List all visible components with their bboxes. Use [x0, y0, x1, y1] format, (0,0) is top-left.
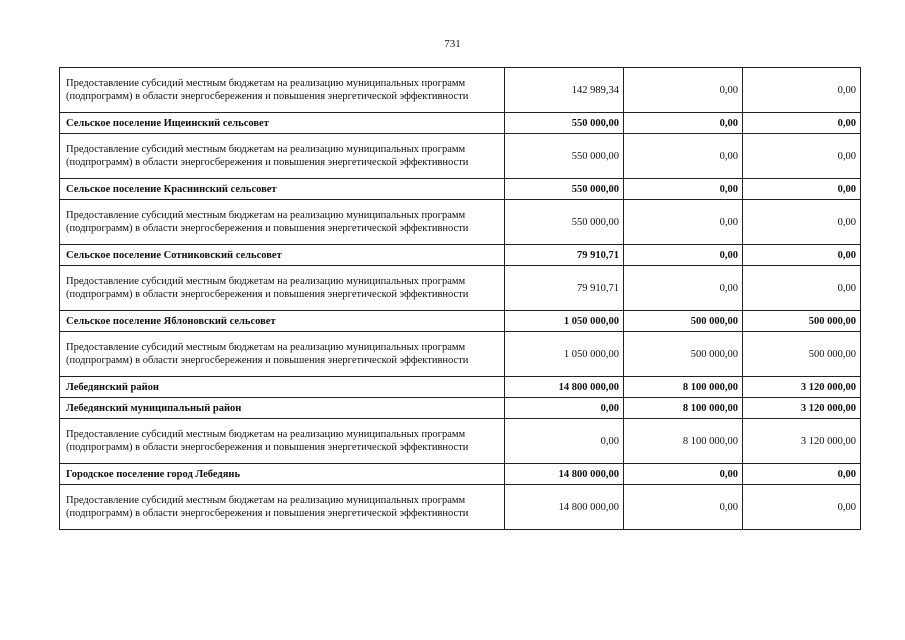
- budget-table-body: [60, 68, 861, 530]
- row-name-cell: Сельское поселение Сотниковский сельсовет: [60, 245, 505, 266]
- row-name-cell: Сельское поселение Краснинский сельсовет: [60, 179, 505, 200]
- value-cell-2: 8 100 000,00: [624, 419, 743, 464]
- row-name-cell: Городское поселение город Лебедянь: [60, 464, 505, 485]
- value-cell-3: 500 000,00: [743, 311, 861, 332]
- value-cell-1: 550 000,00: [505, 179, 624, 200]
- value-cell-2: 0,00: [624, 245, 743, 266]
- value-cell-1: 14 800 000,00: [505, 377, 624, 398]
- table-row: [60, 134, 861, 179]
- value-cell-1: 79 910,71: [505, 266, 624, 311]
- budget-table: [59, 67, 861, 530]
- value-cell-1: 550 000,00: [505, 134, 624, 179]
- row-name-cell: Предоставление субсидий местным бюджетам на реализацию муниципальных программ (подпрограмм) в области энергосбережения и повышения энергетической эффективности: [60, 332, 505, 377]
- table-row-group-total: [60, 377, 861, 398]
- table-row-group-total: [60, 113, 861, 134]
- value-cell-2: 8 100 000,00: [624, 398, 743, 419]
- value-cell-2: 0,00: [624, 464, 743, 485]
- value-cell-2: 0,00: [624, 68, 743, 113]
- value-cell-3: 0,00: [743, 113, 861, 134]
- value-cell-3: 0,00: [743, 134, 861, 179]
- value-cell-1: 79 910,71: [505, 245, 624, 266]
- value-cell-1: 14 800 000,00: [505, 464, 624, 485]
- table-row-group-total: [60, 179, 861, 200]
- value-cell-1: 142 989,34: [505, 68, 624, 113]
- value-cell-1: 0,00: [505, 398, 624, 419]
- value-cell-2: 0,00: [624, 485, 743, 530]
- table-row: [60, 332, 861, 377]
- value-cell-3: 3 120 000,00: [743, 398, 861, 419]
- value-cell-2: 500 000,00: [624, 311, 743, 332]
- row-name-cell: Предоставление субсидий местным бюджетам на реализацию муниципальных программ (подпрограмм) в области энергосбережения и повышения энергетической эффективности: [60, 419, 505, 464]
- value-cell-3: 0,00: [743, 68, 861, 113]
- value-cell-3: 0,00: [743, 245, 861, 266]
- value-cell-3: 0,00: [743, 266, 861, 311]
- value-cell-1: 550 000,00: [505, 200, 624, 245]
- row-name-cell: Предоставление субсидий местным бюджетам на реализацию муниципальных программ (подпрограмм) в области энергосбережения и повышения энергетической эффективности: [60, 68, 505, 113]
- value-cell-2: 0,00: [624, 134, 743, 179]
- value-cell-1: 0,00: [505, 419, 624, 464]
- table-row-group-total: [60, 245, 861, 266]
- value-cell-3: 3 120 000,00: [743, 419, 861, 464]
- table-row: [60, 68, 861, 113]
- value-cell-2: 0,00: [624, 200, 743, 245]
- value-cell-3: 0,00: [743, 485, 861, 530]
- value-cell-2: 8 100 000,00: [624, 377, 743, 398]
- table-row-group-total: [60, 311, 861, 332]
- value-cell-3: 3 120 000,00: [743, 377, 861, 398]
- value-cell-1: 550 000,00: [505, 113, 624, 134]
- value-cell-2: 0,00: [624, 179, 743, 200]
- value-cell-3: 0,00: [743, 464, 861, 485]
- value-cell-1: 1 050 000,00: [505, 332, 624, 377]
- table-row: [60, 419, 861, 464]
- row-name-cell: Лебедянский муниципальный район: [60, 398, 505, 419]
- page-number: 731: [444, 38, 461, 50]
- row-name-cell: Сельское поселение Яблоновский сельсовет: [60, 311, 505, 332]
- table-row: [60, 485, 861, 530]
- row-name-cell: Сельское поселение Ищеинский сельсовет: [60, 113, 505, 134]
- value-cell-2: 0,00: [624, 266, 743, 311]
- table-row: [60, 266, 861, 311]
- value-cell-1: 14 800 000,00: [505, 485, 624, 530]
- value-cell-3: 0,00: [743, 200, 861, 245]
- value-cell-3: 500 000,00: [743, 332, 861, 377]
- table-row-group-total: [60, 398, 861, 419]
- value-cell-2: 500 000,00: [624, 332, 743, 377]
- row-name-cell: Предоставление субсидий местным бюджетам на реализацию муниципальных программ (подпрограмм) в области энергосбережения и повышения энергетической эффективности: [60, 134, 505, 179]
- value-cell-2: 0,00: [624, 113, 743, 134]
- table-row: [60, 200, 861, 245]
- table-row-group-total: [60, 464, 861, 485]
- row-name-cell: Предоставление субсидий местным бюджетам на реализацию муниципальных программ (подпрограмм) в области энергосбережения и повышения энергетической эффективности: [60, 200, 505, 245]
- row-name-cell: Предоставление субсидий местным бюджетам на реализацию муниципальных программ (подпрограмм) в области энергосбережения и повышения энергетической эффективности: [60, 266, 505, 311]
- value-cell-1: 1 050 000,00: [505, 311, 624, 332]
- row-name-cell: Лебедянский район: [60, 377, 505, 398]
- value-cell-3: 0,00: [743, 179, 861, 200]
- row-name-cell: Предоставление субсидий местным бюджетам на реализацию муниципальных программ (подпрограмм) в области энергосбережения и повышения энергетической эффективности: [60, 485, 505, 530]
